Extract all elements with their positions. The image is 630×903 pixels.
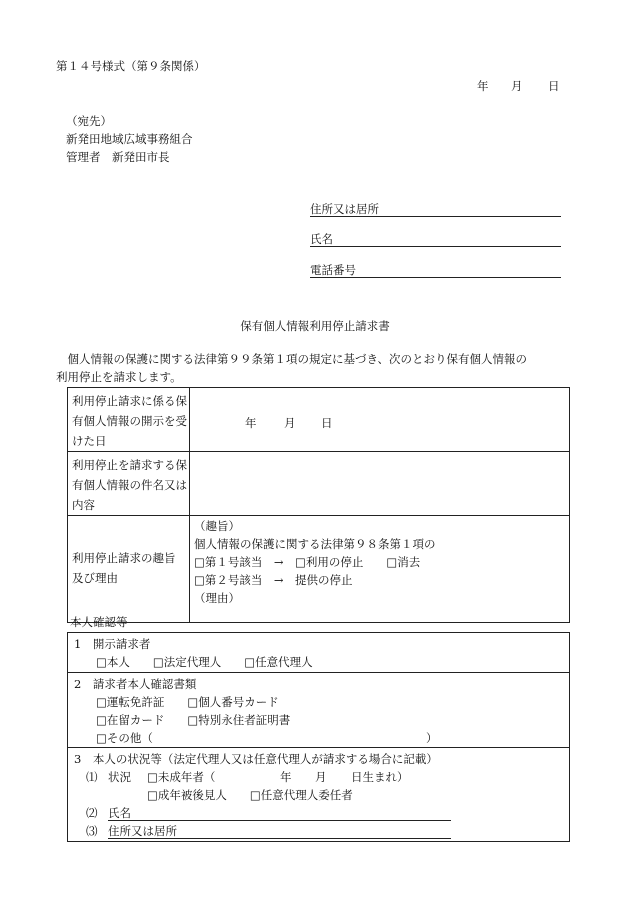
id-docs-option-1[interactable]: □運転免許証 □個人番号カード bbox=[96, 695, 279, 709]
addressee-manager: 管理者 新発田市長 bbox=[66, 150, 170, 164]
status-birth-day: 日生まれ） bbox=[351, 770, 409, 784]
status-option-2[interactable]: □成年被後見人 □任意代理人委任者 bbox=[147, 788, 353, 802]
request-table bbox=[67, 387, 570, 623]
id-docs-option-2[interactable]: □在留カード □特別永住者証明書 bbox=[96, 713, 291, 727]
person-status-title: 3 本人の状況等（法定代理人又は任意代理人が請求する場合に記載） bbox=[74, 752, 438, 766]
principal-address-line[interactable] bbox=[108, 838, 451, 839]
row1-day: 日 bbox=[321, 416, 333, 430]
id-docs-option-other[interactable]: □その他（ bbox=[96, 731, 153, 745]
applicant-address-label: 住所又は居所 bbox=[310, 202, 379, 216]
requester-options[interactable]: □本人 □法定代理人 □任意代理人 bbox=[96, 655, 313, 669]
principal-name-line[interactable] bbox=[108, 820, 451, 821]
row-subject-label: 利用停止を請求する保有個人情報の件名又は内容 bbox=[68, 452, 190, 516]
applicant-phone-label: 電話番号 bbox=[310, 263, 356, 277]
law-text: 個人情報の保護に関する法律第９８条第１項の bbox=[194, 537, 436, 551]
row-disclosure-date-value[interactable] bbox=[190, 388, 570, 452]
id-docs-title: 2 請求者本人確認書類 bbox=[74, 677, 197, 691]
header-date-year: 年 bbox=[477, 79, 489, 93]
applicant-address-line[interactable] bbox=[310, 216, 561, 217]
requester-title: 1 開示請求者 bbox=[74, 637, 151, 651]
purpose-label: （趣旨） bbox=[194, 519, 240, 533]
identity-table bbox=[67, 632, 570, 842]
row-subject-value[interactable] bbox=[190, 452, 570, 516]
row1-month: 月 bbox=[284, 416, 296, 430]
identity-heading: 本人確認等 bbox=[70, 615, 128, 629]
form-number: 第１４号様式（第９条関係） bbox=[56, 59, 206, 73]
applicant-name-label: 氏名 bbox=[310, 232, 333, 246]
header-date-day: 日 bbox=[548, 79, 560, 93]
row-disclosure-date-label: 利用停止請求に係る保有個人情報の開示を受けた日 bbox=[68, 388, 190, 452]
status-label: 状況 bbox=[108, 770, 131, 784]
reason-label: （理由） bbox=[194, 591, 240, 605]
principal-address-number: ⑶ bbox=[86, 824, 98, 838]
status-number: ⑴ bbox=[86, 770, 98, 784]
intro-line-1: 個人情報の保護に関する法律第９９条第１項の規定に基づき、次のとおり保有個人情報の bbox=[56, 352, 528, 366]
id-docs-other-close: ） bbox=[426, 731, 438, 745]
addressee-org: 新発田地域広域事務組合 bbox=[66, 132, 193, 146]
identity-section-1 bbox=[68, 633, 570, 673]
purpose-option-1[interactable]: □第１号該当 → □利用の停止 □消去 bbox=[194, 555, 421, 569]
applicant-name-line[interactable] bbox=[310, 246, 561, 247]
addressee-label: （宛先） bbox=[66, 114, 112, 128]
identity-section-3 bbox=[68, 748, 570, 842]
header-date-month: 月 bbox=[511, 79, 523, 93]
principal-name-label: 氏名 bbox=[108, 806, 131, 820]
row1-year: 年 bbox=[245, 416, 257, 430]
status-birth-year: 年 bbox=[280, 770, 292, 784]
status-birth-month: 月 bbox=[315, 770, 327, 784]
principal-name-number: ⑵ bbox=[86, 806, 98, 820]
identity-section-2 bbox=[68, 673, 570, 748]
applicant-phone-line[interactable] bbox=[310, 277, 561, 278]
row-purpose-value[interactable] bbox=[190, 516, 570, 623]
row-purpose-label: 利用停止請求の趣旨及び理由 bbox=[68, 516, 190, 623]
document-title: 保有個人情報利用停止請求書 bbox=[240, 319, 390, 333]
intro-line-2: 利用停止を請求します。 bbox=[56, 370, 182, 384]
purpose-option-2[interactable]: □第２号該当 → 提供の停止 bbox=[194, 573, 353, 587]
status-minor-option[interactable]: □未成年者（ bbox=[147, 770, 216, 784]
principal-address-label: 住所又は居所 bbox=[108, 824, 177, 838]
